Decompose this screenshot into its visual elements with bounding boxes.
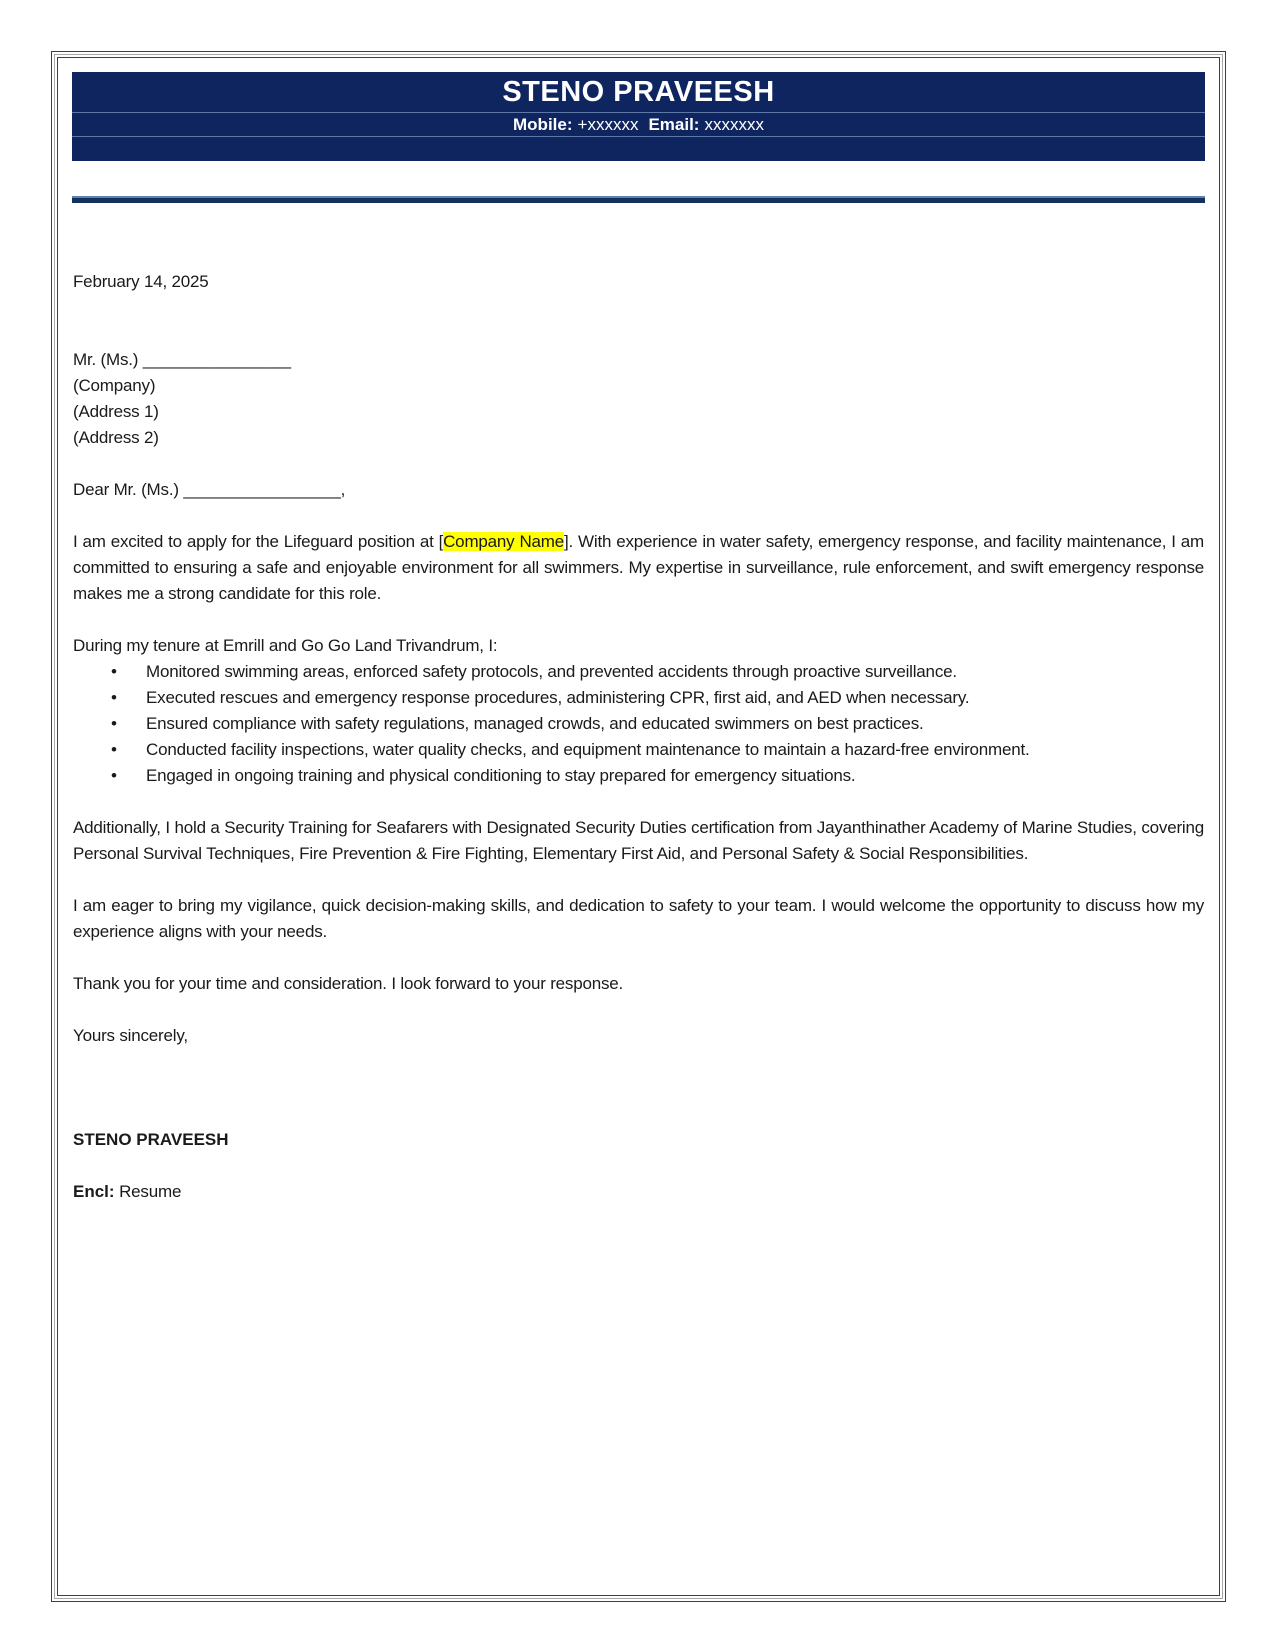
mobile-value: +xxxxxx [577,114,639,134]
thanks-paragraph: Thank you for your time and consideration. I look forward to your response. [73,974,624,993]
bullet-item-rescues: • Executed rescues and emergency response procedures, administering CPR, first aid, and AED when necessary. [73,685,1204,711]
enclosure-label: Encl: [73,1182,115,1201]
certification-paragraph: Additionally, I hold a Security Training for Seafarers with Designated Security Duties certification from Jayanthinather Academy of Marine Studies, covering Personal Survival Techniques, Fire Prevention & Fire Fighting, Elementary First Aid, and Personal Safety & Social Responsibilities. [73,818,1204,863]
intro-paragraph [73,529,1204,607]
letter-body [72,269,1205,1205]
candidate-name-title: STENO PRAVEESH [72,72,1205,113]
email-value: xxxxxxx [704,114,764,134]
bullet-item-inspections: • Conducted facility inspections, water quality checks, and equipment maintenance to maintain a hazard-free environment. [73,737,1204,763]
intro-text-before: I am excited to apply for the Lifeguard position at [ [73,532,444,551]
enclosure-line [73,1179,1204,1205]
mobile-label: Mobile: [513,114,573,134]
bullet-item-training: • Engaged in ongoing training and physical conditioning to stay prepared for emergency situations. [73,763,1204,789]
bullet-list [73,659,1204,789]
email-label: Email: [648,114,700,134]
recipient-name-line: Mr. (Ms.) ________________ [73,350,291,369]
date-line: February 14, 2025 [73,272,209,291]
salutation: Dear Mr. (Ms.) _________________, [73,480,346,499]
header-horizontal-rule [72,196,1205,203]
recipient-address2-line: (Address 2) [73,428,159,447]
header-banner [72,72,1205,161]
page-border-frame [57,57,1220,1596]
intro-text-after: ]. With experience in water safety, emergency response, and facility maintenance, I am committed to ensuring a safe and enjoyable environment for all swimmers. My expertise in surveillance, rule enforcement, and swift emergency response makes me a strong candidate for this role. [73,532,1204,603]
enclosure-value: Resume [119,1182,182,1201]
recipient-block [73,347,1204,451]
bullet-item-compliance: • Ensured compliance with safety regulations, managed crowds, and educated swimmers on best practices. [73,711,1204,737]
contact-line [72,113,1205,137]
recipient-address1-line: (Address 1) [73,402,159,421]
banner-spacer-row [72,137,1205,161]
recipient-company-line: (Company) [73,376,156,395]
company-name-highlight: Company Name [443,532,564,551]
tenure-intro-line: During my tenure at Emrill and Go Go Land Trivandrum, I: [73,636,498,655]
bullet-item-surveillance: • Monitored swimming areas, enforced safety protocols, and prevented accidents through proactive surveillance. [73,659,1204,685]
signature-name: STENO PRAVEESH [73,1130,229,1149]
closing-line: Yours sincerely, [73,1026,188,1045]
eagerness-paragraph: I am eager to bring my vigilance, quick decision-making skills, and dedication to safety to your team. I would welcome the opportunity to discuss how my experience aligns with your needs. [73,896,1204,941]
